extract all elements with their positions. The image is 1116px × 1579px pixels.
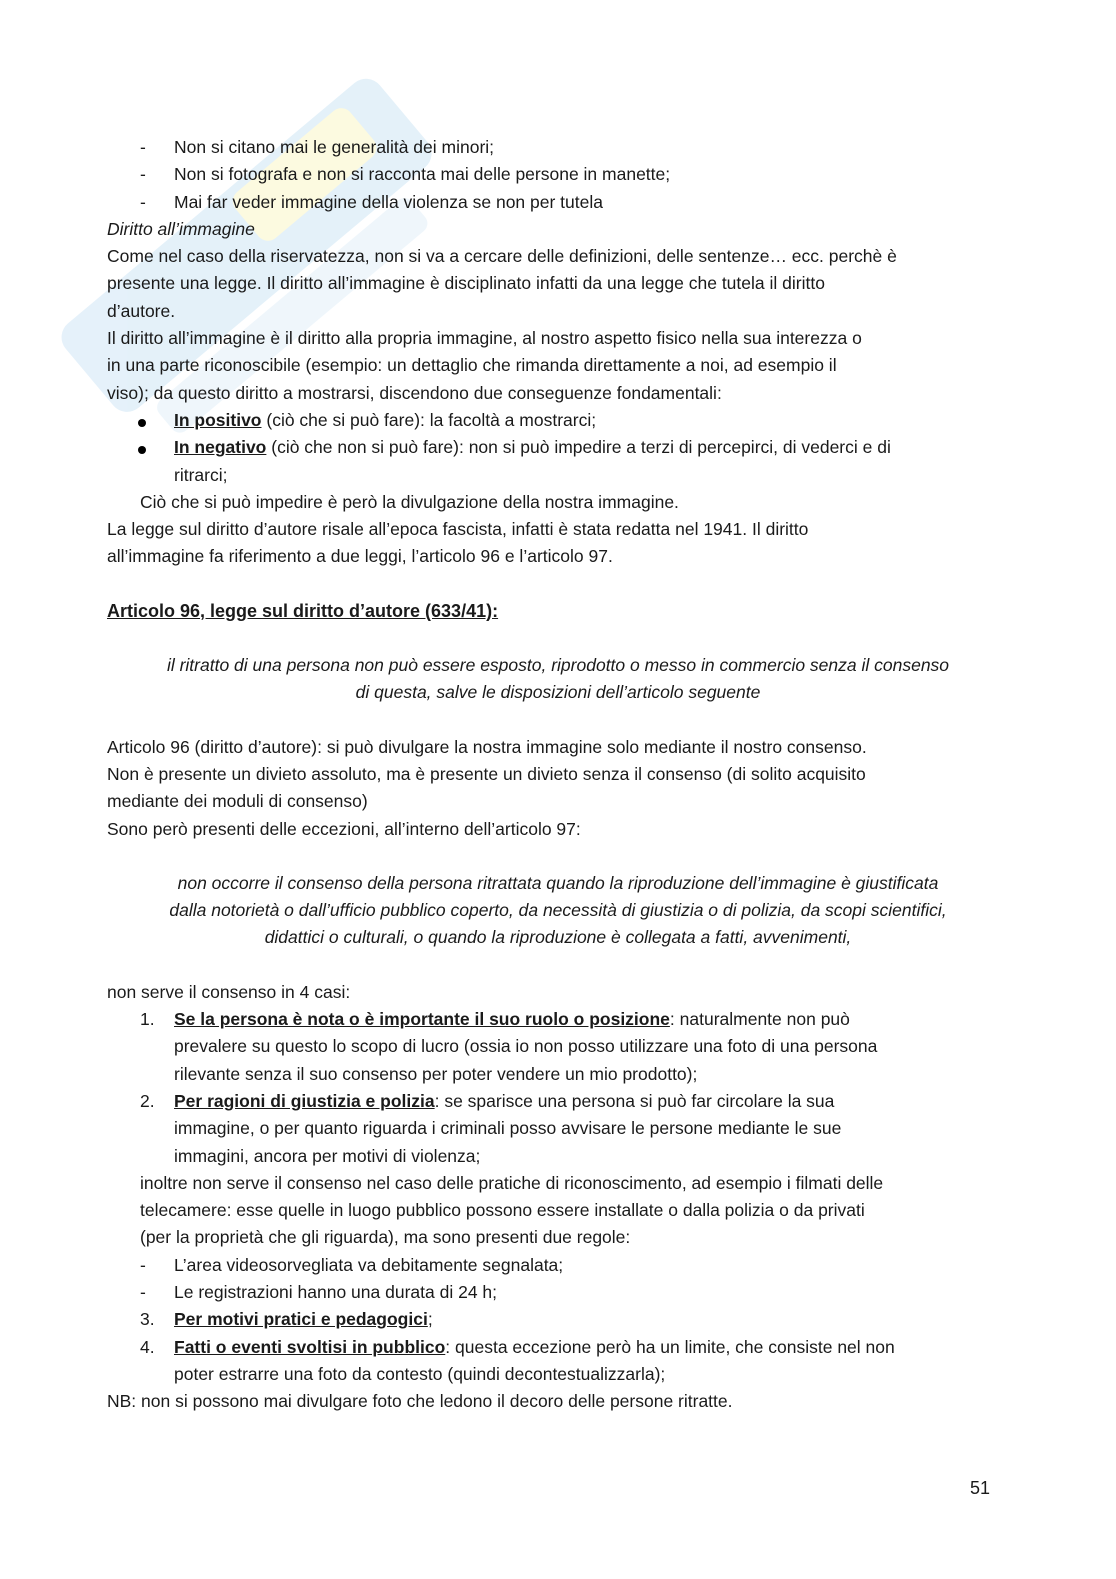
- paragraph-line: (per la proprietà che gli riguarda), ma sono presenti due regole:: [140, 1227, 631, 1248]
- article-heading: Articolo 96, legge sul diritto d’autore (633/41):: [107, 600, 499, 621]
- paragraph-line: Il diritto all’immagine è il diritto alla propria immagine, al nostro aspetto fisico nella sua interezza o: [107, 328, 862, 349]
- paragraph-line: Non è presente un divieto assoluto, ma è presente un divieto senza il consenso (di solito acquisito: [107, 763, 866, 784]
- quote-line: dalla notorietà o dall’ufficio pubblico coperto, da necessità di giustizia o di polizia, da scopi scientifici,: [169, 900, 947, 921]
- cases-intro: non serve il consenso in 4 casi:: [107, 981, 351, 1002]
- quote-line: di questa, salve le disposizioni dell’articolo seguente: [355, 682, 761, 703]
- paragraph-line: mediante dei moduli di consenso): [107, 791, 368, 812]
- case-item: 4. Fatti o eventi svoltisi in pubblico: questa eccezione però ha un limite, che consiste nel non: [140, 1336, 895, 1357]
- quote-line: didattici o culturali, o quando la riproduzione è collegata a fatti, avvenimenti,: [264, 927, 852, 948]
- bullet-icon: [138, 419, 146, 427]
- case-continuation: immagine, o per quanto riguarda i criminali posso avvisare le persone mediante le sue: [174, 1118, 842, 1139]
- document-body: [107, 134, 1009, 1415]
- page-number: 51: [970, 1478, 991, 1498]
- case-item: 1. Se la persona è nota o è importante il suo ruolo o posizione: naturalmente non può: [140, 1009, 850, 1030]
- list-item: - Mai far veder immagine della violenza se non per tutela: [140, 191, 603, 212]
- paragraph-line: La legge sul diritto d’autore risale all’epoca fascista, infatti è stata redatta nel 1941. Il diritto: [107, 519, 809, 540]
- case-item: 3. Per motivi pratici e pedagogici;: [140, 1309, 433, 1330]
- case-item: 2. Per ragioni di giustizia e polizia: se sparisce una persona si può far circolare la sua: [140, 1090, 835, 1111]
- paragraph-line: Articolo 96 (diritto d’autore): si può divulgare la nostra immagine solo mediante il nostro consenso.: [107, 736, 867, 757]
- list-item: - Non si fotografa e non si racconta mai delle persone in manette;: [140, 164, 671, 185]
- bullet-continuation: ritrarci;: [174, 464, 228, 485]
- paragraph-line: inoltre non serve il consenso nel caso delle pratiche di riconoscimento, ad esempio i filmati delle: [140, 1172, 884, 1193]
- paragraph-line: d’autore.: [107, 300, 176, 321]
- case-continuation: rilevante senza il suo consenso per poter vendere un mio prodotto);: [174, 1063, 698, 1084]
- paragraph-line: telecamere: esse quelle in luogo pubblico possono essere installate o dalla polizia o da privati: [140, 1200, 865, 1221]
- rule-item: - L’area videosorvegliata va debitamente segnalata;: [140, 1254, 564, 1275]
- quote-line: il ritratto di una persona non può essere esposto, riprodotto o messo in commercio senza il consenso: [166, 655, 950, 676]
- section-title: Diritto all’immagine: [107, 218, 255, 239]
- paragraph-line: all’immagine fa riferimento a due leggi, l’articolo 96 e l’articolo 97.: [107, 546, 613, 567]
- quote-line: non occorre il consenso della persona ritrattata quando la riproduzione dell’immagine è giustificata: [177, 872, 939, 893]
- case-continuation: poter estrarre una foto da contesto (quindi decontestualizzarla);: [174, 1363, 666, 1384]
- paragraph-line: Sono però presenti delle eccezioni, all’interno dell’articolo 97:: [107, 818, 581, 839]
- paragraph-line: presente una legge. Il diritto all’immagine è disciplinato infatti da una legge che tutela il diritto: [107, 273, 825, 294]
- paragraph-line: Come nel caso della riservatezza, non si va a cercare delle definizioni, delle sentenze… ecc. perchè è: [107, 246, 897, 267]
- list-item: - Non si citano mai le generalità dei minori;: [140, 137, 495, 157]
- paragraph-line: Ciò che si può impedire è però la divulgazione della nostra immagine.: [140, 491, 679, 512]
- paragraph-line: in una parte riconoscibile (esempio: un dettaglio che rimanda direttamente a noi, ad esempio il: [107, 355, 837, 376]
- rule-item: - Le registrazioni hanno una durata di 24 h;: [140, 1281, 498, 1302]
- bullet-positivo: In positivo (ciò che si può fare): la facoltà a mostrarci;: [107, 407, 1009, 434]
- case-continuation: immagini, ancora per motivi di violenza;: [174, 1145, 481, 1166]
- nb-note: NB: non si possono mai divulgare foto che ledono il decoro delle persone ritratte.: [107, 1391, 733, 1412]
- case-continuation: prevalere su questo lo scopo di lucro (ossia io non posso utilizzare una foto di una persona: [174, 1036, 878, 1057]
- bullet-negativo: In negativo (ciò che non si può fare): non si può impedire a terzi di percepirci, di vederci e di: [107, 434, 1009, 461]
- paragraph-line: viso); da questo diritto a mostrarsi, discendono due conseguenze fondamentali:: [107, 382, 722, 403]
- bullet-icon: [138, 446, 146, 454]
